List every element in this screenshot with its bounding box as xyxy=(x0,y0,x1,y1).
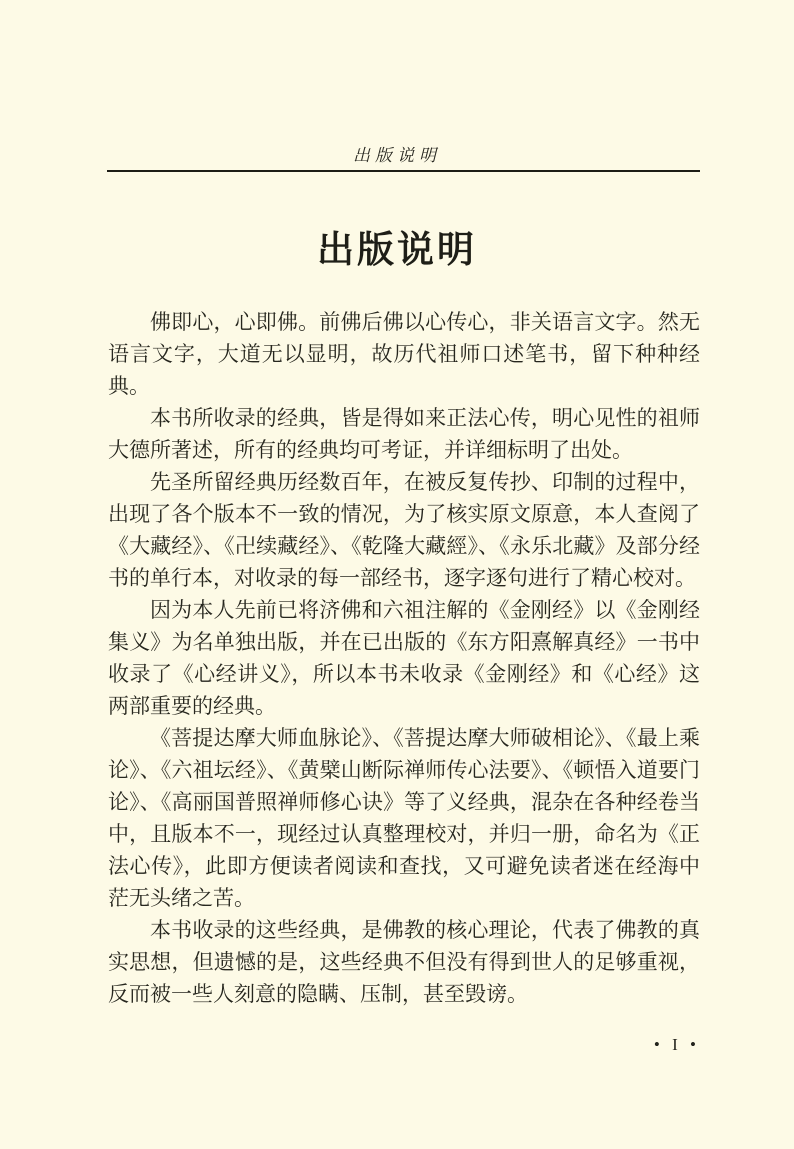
paragraph: 《菩提达摩大师血脉论》、《菩提达摩大师破相论》、《最上乘论》、《六祖坛经》、《黄檗山断际禅师传心法要》、《顿悟入道要门论》、《高丽国普照禅师修心诀》等了义经典，混杂在各种经卷当中，且版本不一，现经过认真整理校对，并归一册，命名为《正法心传》，此即方便读者阅读和查找，又可避免读者迷在经海中茫无头绪之苦。 xyxy=(108,726,700,910)
body-text xyxy=(108,306,700,1010)
paragraph: 因为本人先前已将济佛和六祖注解的《金刚经》以《金刚经集义》为名单独出版，并在已出版的《东方阳熹解真经》一书中收录了《心经讲义》，所以本书未收录《金刚经》和《心经》这两部重要的经典。 xyxy=(108,598,700,718)
paragraph: 本书收录的这些经典，是佛教的核心理论，代表了佛教的真实思想，但遗憾的是，这些经典不但没有得到世人的足够重视，反而被一些人刻意的隐瞒、压制，甚至毁谤。 xyxy=(108,918,700,1006)
header-rule xyxy=(107,170,700,172)
paragraph: 佛即心，心即佛。前佛后佛以心传心，非关语言文字。然无语言文字，大道无以显明，故历代祖师口述笔书，留下种种经典。 xyxy=(108,310,700,398)
running-header: 出版说明 xyxy=(353,146,441,165)
paragraph: 本书所收录的经典，皆是得如来正法心传，明心见性的祖师大德所著述，所有的经典均可考证，并详细标明了出处。 xyxy=(108,406,700,462)
paragraph: 先圣所留经典历经数百年，在被反复传抄、印制的过程中，出现了各个版本不一致的情况，为了核实原文原意，本人查阅了《大藏经》、《卍续藏经》、《乾隆大藏經》、《永乐北藏》及部分经书的单行本，对收录的每一部经书，逐字逐句进行了精心校对。 xyxy=(108,470,700,590)
page-title: 出版说明 xyxy=(317,229,477,270)
page-number: • I • xyxy=(653,1035,700,1054)
